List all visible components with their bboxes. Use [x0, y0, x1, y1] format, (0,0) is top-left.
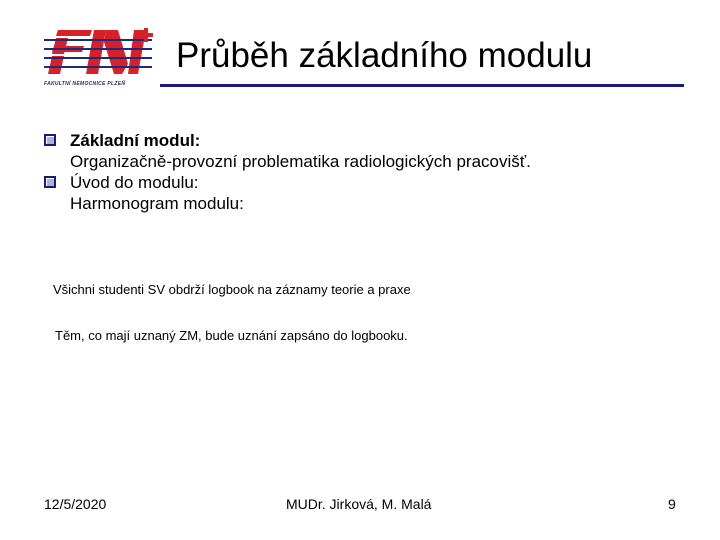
footer-date: 12/5/2020: [44, 496, 107, 512]
bullet-item: [44, 172, 684, 193]
title-underline: [160, 84, 684, 87]
logo-caption: FAKULTNÍ NEMOCNICE PLZEŇ: [44, 81, 126, 87]
bullet-item: [44, 130, 684, 151]
logbook-note: Všichni studenti SV obdrží logbook na záznamy teorie a praxe: [53, 282, 411, 297]
fn-letters: [44, 30, 152, 74]
bullet-label: Úvod do modulu:: [70, 173, 199, 192]
page-title: Průběh základního modulu: [176, 36, 593, 75]
footer-author: MUDr. Jirková, M. Malá: [286, 496, 432, 512]
bullet-text: Harmonogram modulu:: [70, 194, 244, 213]
page-number: 9: [668, 496, 676, 512]
bullet-text: Organizačně-provozní problematika radiologických pracovišť.: [70, 152, 531, 171]
recognition-note: Těm, co mají uznaný ZM, bude uznání zapsáno do logbooku.: [55, 328, 408, 343]
bullet-label: Základní modul:: [70, 131, 201, 150]
checkbox-bullet-icon: [44, 134, 56, 146]
bullet-list: [44, 130, 684, 214]
fn-logo: [44, 24, 160, 92]
fn-logo-mark: [44, 24, 160, 80]
checkbox-bullet-icon: [44, 176, 56, 188]
